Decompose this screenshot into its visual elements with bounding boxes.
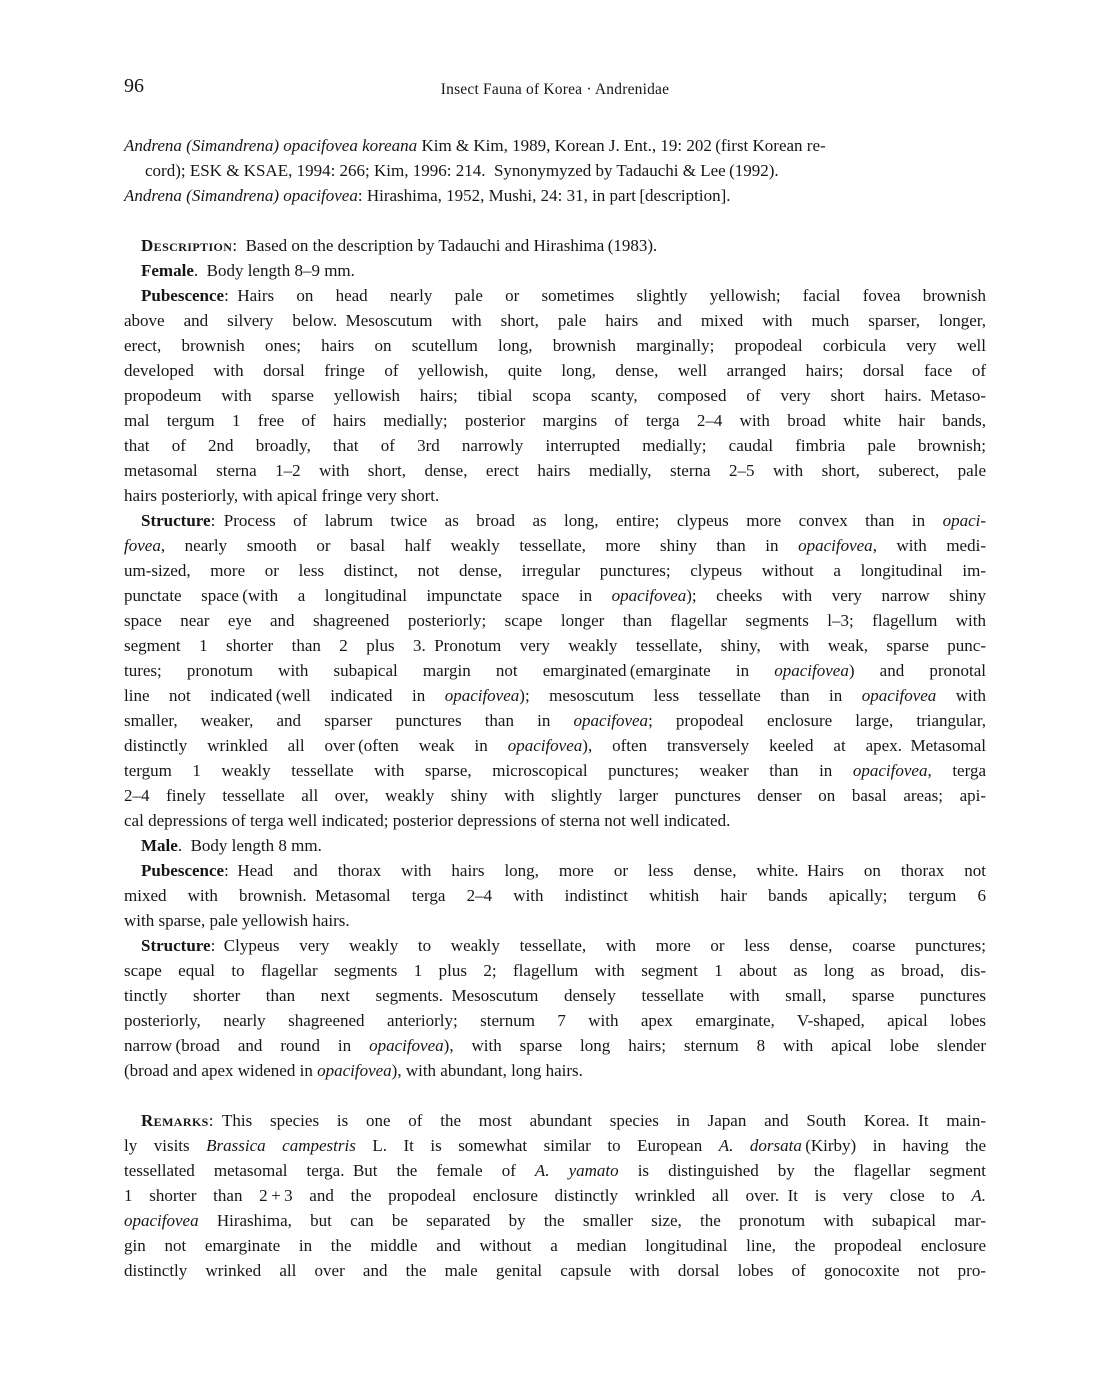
bold-label-text: Female — [141, 261, 194, 280]
text-line — [124, 383, 986, 408]
text-line — [124, 508, 986, 533]
text-run: erect, brownish ones; hairs on scutellum long, brownish marginally; propodeal corbicula very well — [124, 336, 986, 355]
text-run: space near eye and shagreened posteriorly; scape longer than flagellar segments l–3; flagellum with — [124, 611, 986, 630]
italic-taxon-text: opacifovea — [124, 1211, 199, 1230]
italic-taxon-text: opacifovea — [507, 736, 583, 755]
page-number: 96 — [124, 75, 144, 97]
text-run: distinctly wrinked all over and the male genital capsule with dorsal lobes of gonocoxite not pro- — [124, 1261, 986, 1280]
text-line — [124, 1133, 986, 1158]
smallcaps-heading-text: Description — [141, 236, 233, 255]
text-line — [124, 683, 986, 708]
bold-label-text: Structure — [141, 936, 211, 955]
text-run: : Hirashima, 1952, Mushi, 24: 31, in part [description]. — [357, 186, 731, 205]
italic-taxon-text: opacifovea — [573, 711, 649, 730]
italic-taxon-text: Brassica campestris — [206, 1136, 356, 1155]
italic-taxon-text: A. yamato — [534, 1161, 619, 1180]
text-line — [124, 658, 986, 683]
text-run: narrow (broad and round in — [124, 1036, 370, 1055]
text-run: : This species is one of the most abundant species in Japan and South Korea. It main- — [208, 1111, 986, 1130]
text-run: ); mesoscutum less tessellate than in — [519, 686, 862, 705]
text-line — [124, 183, 986, 208]
text-line — [124, 1183, 986, 1208]
italic-taxon-text: opacifovea — [444, 686, 520, 705]
text-line — [124, 833, 986, 858]
text-run: 2–4 finely tessellate all over, weakly shiny with slightly larger punctures denser on basal areas; api- — [124, 786, 986, 805]
text-run: ly visits — [124, 1136, 207, 1155]
text-run: above and silvery below. Mesoscutum with short, pale hairs and mixed with much sparser, longer, — [124, 311, 986, 330]
text-line — [124, 408, 986, 433]
italic-taxon-text: opacifovea — [798, 536, 873, 555]
text-line — [124, 1058, 986, 1083]
text-run: . Body length 8 mm. — [177, 836, 322, 855]
synonymy-entry-1 — [124, 133, 986, 183]
bold-label-text: Structure — [141, 511, 211, 530]
text-line — [124, 708, 986, 733]
female-pubescence — [124, 283, 986, 508]
text-run: ); cheeks with very narrow shiny — [686, 586, 986, 605]
text-line — [124, 1108, 986, 1133]
male-structure — [124, 933, 986, 1083]
text-run: ), with sparse long hairs; sternum 8 with apical lobe slender — [443, 1036, 986, 1055]
text-run: : Clypeus very weakly to weakly tessellate, with more or less dense, coarse punctures; — [210, 936, 986, 955]
text-run: metasomal sterna 1–2 with short, dense, erect hairs medially, sterna 2–5 with short, suberect, pale — [124, 461, 986, 480]
text-run: ), often transversely keeled at apex. Metasomal — [582, 736, 987, 755]
text-run: cal depressions of terga well indicated; posterior depressions of sterna not well indicated. — [124, 811, 731, 830]
text-run: ; propodeal enclosure large, triangular, — [648, 711, 987, 730]
italic-taxon-text: Andrena (Simandrena) opacifovea koreana — [124, 136, 418, 155]
text-line — [124, 933, 986, 958]
text-run: is distinguished by the flagellar segment — [618, 1161, 986, 1180]
text-line — [124, 433, 986, 458]
description-intro — [124, 233, 986, 258]
italic-taxon-text: opacifovea — [317, 1061, 392, 1080]
italic-taxon-text: opacifovea — [861, 686, 937, 705]
bold-label-text: Male — [141, 836, 178, 855]
female-structure — [124, 508, 986, 833]
text-run: : Process of labrum twice as broad as long, entire; clypeus more convex than in — [210, 511, 943, 530]
text-run: ) and pronotal — [848, 661, 986, 680]
text-run: (Kirby) in having the — [801, 1136, 986, 1155]
text-line — [124, 1233, 986, 1258]
text-line — [124, 158, 986, 183]
text-line — [124, 958, 986, 983]
text-run: with — [936, 686, 986, 705]
text-line — [124, 1158, 986, 1183]
text-run: developed with dorsal fringe of yellowish, quite long, dense, well arranged hairs; dorsal face of — [124, 361, 986, 380]
italic-taxon-text: A. — [971, 1186, 986, 1205]
text-line — [124, 858, 986, 883]
text-run: L. It is somewhat similar to European — [355, 1136, 719, 1155]
text-line — [124, 133, 986, 158]
text-run: distinctly wrinkled all over (often weak in — [124, 736, 508, 755]
text-line — [124, 808, 986, 833]
text-run: mal tergum 1 free of hairs medially; posterior margins of terga 2–4 with broad white hair bands, — [124, 411, 986, 430]
text-run: : Head and thorax with hairs long, more or less dense, white. Hairs on thorax not — [224, 861, 986, 880]
text-run: tures; pronotum with subapical margin not emarginated (emarginate in — [124, 661, 775, 680]
page-body — [124, 133, 986, 1283]
text-run: : Hairs on head nearly pale or sometimes slightly yellowish; facial fovea brownish — [224, 286, 986, 305]
text-run: Hirashima, but can be separated by the smaller size, the pronotum with subapical mar- — [198, 1211, 986, 1230]
text-run: cord); ESK & KSAE, 1994: 266; Kim, 1996: 214. Synonymyzed by Tadauchi & Lee (1992). — [145, 161, 779, 180]
bold-label-text: Pubescence — [141, 286, 225, 305]
text-line — [124, 233, 986, 258]
text-run: tessellated metasomal terga. But the female of — [124, 1161, 535, 1180]
text-line — [124, 883, 986, 908]
text-run: line not indicated (well indicated in — [124, 686, 445, 705]
text-run: , with medi- — [872, 536, 986, 555]
remarks — [124, 1108, 986, 1283]
italic-taxon-text: opaci- — [942, 511, 986, 530]
italic-taxon-text: opacifovea — [611, 586, 687, 605]
text-line — [124, 608, 986, 633]
text-run: segment 1 shorter than 2 plus 3. Pronotum very weakly tessellate, shiny, with weak, sparse punc- — [124, 636, 986, 655]
text-line — [124, 733, 986, 758]
text-line — [124, 1008, 986, 1033]
bold-label-text: Pubescence — [141, 861, 225, 880]
text-run: that of 2nd broadly, that of 3rd narrowly interrupted medially; caudal fimbria pale brownish; — [124, 436, 986, 455]
text-run: (broad and apex widened in — [124, 1061, 318, 1080]
text-line — [124, 633, 986, 658]
male-pubescence — [124, 858, 986, 933]
text-line — [124, 458, 986, 483]
text-line — [124, 1208, 986, 1233]
text-run: tinctly shorter than next segments. Mesoscutum densely tessellate with small, sparse punctures — [124, 986, 986, 1005]
text-run: smaller, weaker, and sparser punctures than in — [124, 711, 574, 730]
text-run: mixed with brownish. Metasomal terga 2–4 with indistinct whitish hair bands apically; tergum 6 — [124, 886, 986, 905]
text-run: . Body length 8–9 mm. — [193, 261, 355, 280]
text-line — [124, 258, 986, 283]
text-line — [124, 483, 986, 508]
text-line — [124, 358, 986, 383]
text-run: , nearly smooth or basal half weakly tessellate, more shiny than in — [160, 536, 799, 555]
text-run: Kim & Kim, 1989, Korean J. Ent., 19: 202 (first Korean re- — [417, 136, 826, 155]
text-run: gin not emarginate in the middle and without a median longitudinal line, the propodeal enclosure — [124, 1236, 986, 1255]
text-run: punctate space (with a longitudinal impunctate space in — [124, 586, 612, 605]
text-line — [124, 758, 986, 783]
text-run: propodeum with sparse yellowish hairs; tibial scopa scanty, composed of very short hairs. Metaso- — [124, 386, 986, 405]
text-run: posteriorly, nearly shagreened anteriorly; sternum 7 with apex emarginate, V-shaped, apical lobes — [124, 1011, 986, 1030]
italic-taxon-text: Andrena (Simandrena) opacifovea — [124, 186, 358, 205]
text-line — [124, 1033, 986, 1058]
synonymy-entry-2 — [124, 183, 986, 208]
text-run: , terga — [927, 761, 986, 780]
text-run: tergum 1 weakly tessellate with sparse, microscopical punctures; weaker than in — [124, 761, 853, 780]
text-run: 1 shorter than 2 + 3 and the propodeal enclosure distinctly wrinkled all over. It is very close to — [124, 1186, 972, 1205]
text-line — [124, 558, 986, 583]
text-line — [124, 783, 986, 808]
text-run: hairs posteriorly, with apical fringe very short. — [124, 486, 440, 505]
text-run: with sparse, pale yellowish hairs. — [124, 911, 350, 930]
italic-taxon-text: opacifovea — [774, 661, 849, 680]
running-title: Insect Fauna of Korea · Andrenidae — [440, 81, 670, 98]
text-line — [124, 908, 986, 933]
text-run: : Based on the description by Tadauchi and Hirashima (1983). — [232, 236, 658, 255]
text-line — [124, 983, 986, 1008]
male-heading — [124, 833, 986, 858]
smallcaps-heading-text: Remarks — [141, 1111, 209, 1130]
text-run: scape equal to flagellar segments 1 plus 2; flagellum with segment 1 about as long as broad, dis- — [124, 961, 986, 980]
text-line — [124, 333, 986, 358]
italic-taxon-text: opacifovea — [852, 761, 928, 780]
text-line — [124, 533, 986, 558]
italic-taxon-text: fovea — [124, 536, 161, 555]
text-run: um-sized, more or less distinct, not dense, irregular punctures; clypeus without a longitudinal im- — [124, 561, 986, 580]
text-run: ), with abundant, long hairs. — [391, 1061, 583, 1080]
italic-taxon-text: opacifovea — [369, 1036, 444, 1055]
female-heading — [124, 258, 986, 283]
italic-taxon-text: A. dorsata — [718, 1136, 802, 1155]
text-line — [124, 308, 986, 333]
text-line — [124, 1258, 986, 1283]
text-line — [124, 283, 986, 308]
text-line — [124, 583, 986, 608]
